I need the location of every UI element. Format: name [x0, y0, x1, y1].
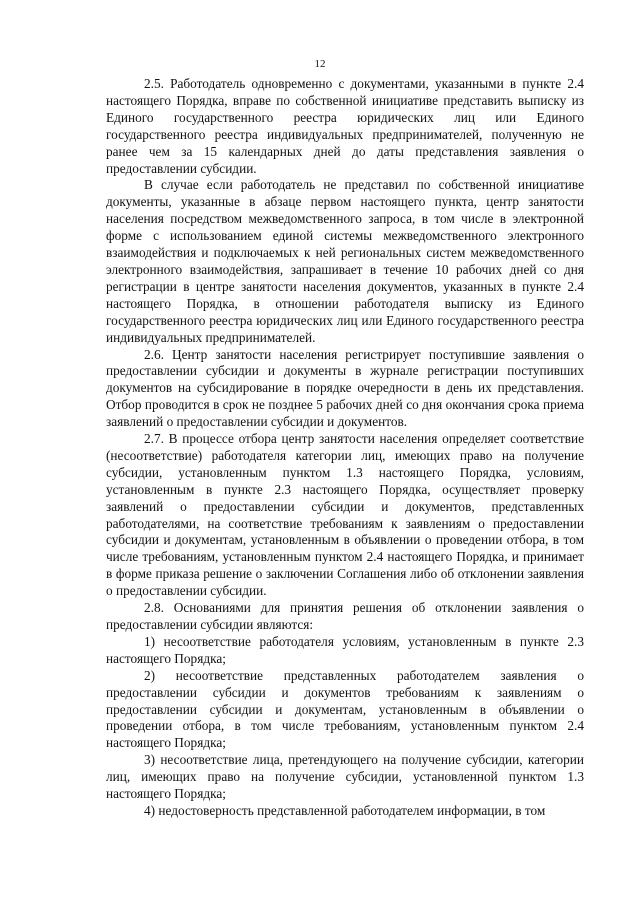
page-number: 12: [314, 58, 326, 70]
paragraph-2-5: 2.5. Работодатель одновременно с документами, указанными в пункте 2.4 настоящего Порядка, вправе по собственной инициативе представить выписку из Единого государственного реестра юридических лиц или Единого государственного реестра индивидуальных предпринимателей, полученную не ранее чем за 15 календарных дней до даты представления заявления о предоставлении субсидии.: [106, 76, 584, 176]
paragraph-2-5-abzac-2: В случае если работодатель не представил по собственной инициативе документы, указанные в абзаце первом настоящего пункта, центр занятости населения посредством межведомственного запроса, в том числе в электронной форме с использованием единой системы межведомственного электронного взаимодействия и подключаемых к ней региональных систем межведомственного электронного взаимодействия, запрашивает в течение 10 рабочих дней со дня регистрации в центре занятости населения документов, указанных в пункте 2.4 настоящего Порядка, в отношении работодателя выписку из Единого государственного реестра юридических лиц или Единого государственного реестра индивидуальных предпринимателей.: [106, 177, 584, 345]
list-item-2: 2) несоответствие представленных работодателем заявления о предоставлении субсидии и документов требованиям к заявлениям о предоставлении субсидии и документам, установленным в объявлении о проведении отбора, в том числе требованиям, установленным пунктом 2.4 настоящего Порядка;: [106, 667, 584, 751]
paragraph-2-7: 2.7. В процессе отбора центр занятости населения определяет соответствие (несоответствие) работодателя категории лиц, имеющих право на получение субсидии, установленным пунктом 1.3 настоящего Порядка, условиям, установленным в пункте 2.3 настоящего Порядка, осуществляет проверку заявлений о предоставлении субсидии и документов, представленных работодателями, на соответствие требованиям к заявлениям о предоставлении субсидии и документам, установленным в объявлении о проведении отбора, в том числе требованиям, установленным пунктом 2.4 настоящего Порядка, и принимает в форме приказа решение о заключении Соглашения либо об отклонении заявления о предоставлении субсидии.: [106, 431, 584, 599]
list-item-1: 1) несоответствие работодателя условиям, установленным в пункте 2.3 настоящего Порядка;: [106, 633, 584, 666]
paragraph-2-8: 2.8. Основаниями для принятия решения об отклонении заявления о предоставлении субсидии являются:: [106, 600, 584, 632]
list-item-3: 3) несоответствие лица, претендующего на получение субсидии, категории лиц, имеющих право на получение субсидии, установленной пунктом 1.3 настоящего Порядка;: [106, 752, 584, 802]
list-item-4: 4) недостоверность представленной работодателем информации, в том: [144, 802, 546, 818]
paragraph-2-6: 2.6. Центр занятости населения регистрирует поступившие заявления о предоставлении субсидии и документы в журнале регистрации поступивших документов на субсидирование в порядке очередности в день их представления. Отбор проводится в срок не позднее 5 рабочих дней со дня окончания срока приема заявлений о предоставлении субсидии и документов.: [106, 346, 584, 430]
document-body: [106, 76, 584, 820]
